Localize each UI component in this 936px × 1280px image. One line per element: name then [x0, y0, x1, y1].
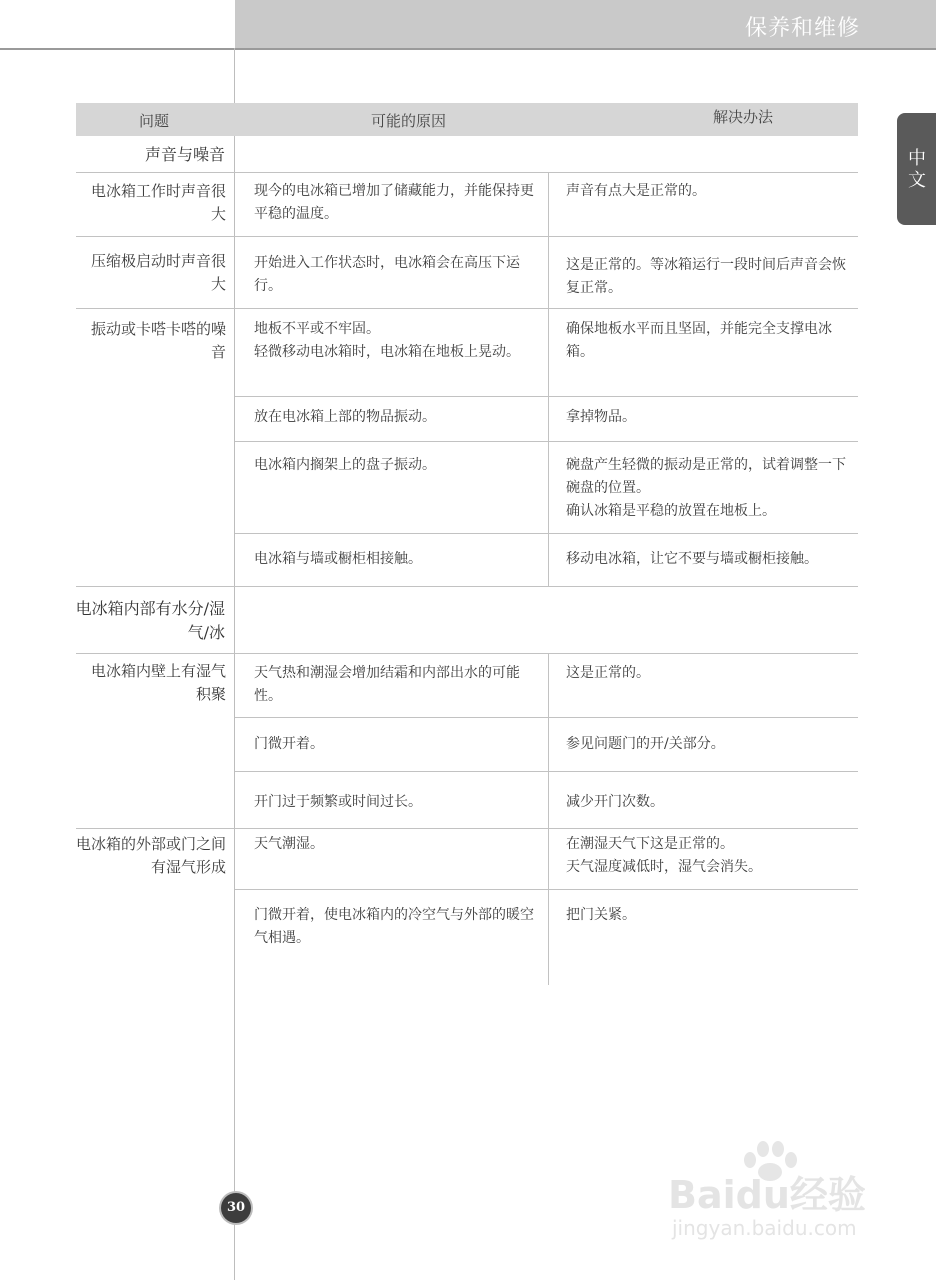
- column-divider: [548, 308, 549, 586]
- cause-text: 门微开着。: [254, 736, 324, 752]
- row-divider: [235, 889, 858, 890]
- page-title: 保养和维修: [744, 16, 860, 41]
- row-divider: [235, 771, 858, 772]
- cause-text: 放在电冰箱上部的物品振动。: [254, 409, 436, 425]
- row-divider: [76, 653, 858, 654]
- row-divider: [76, 828, 858, 829]
- problem-text: 电冰箱内壁上有湿气积聚: [90, 662, 226, 703]
- column-divider: [548, 653, 549, 985]
- header-problem: 问题: [139, 112, 170, 130]
- solution-text: 参见问题门的开/关部分。: [566, 736, 725, 752]
- solution-text: 在潮湿天气下这是正常的。 天气湿度减低时，湿气会消失。: [566, 836, 762, 875]
- solution-text: 这是正常的。等冰箱运行一段时间后声音会恢复正常。: [566, 257, 846, 296]
- row-divider: [235, 396, 858, 397]
- cause-text: 天气热和潮湿会增加结霜和内部出水的可能性。: [254, 665, 520, 704]
- cause-text: 地板不平或不牢固。 轻微移动电冰箱时，电冰箱在地板上晃动。: [254, 321, 520, 360]
- cause-text: 门微开着，使电冰箱内的冷空气与外部的暖空气相遇。: [254, 907, 534, 946]
- page-number: 30: [221, 1193, 251, 1223]
- problem-text: 振动或卡嗒卡嗒的噪音: [90, 320, 226, 361]
- row-divider: [235, 441, 858, 442]
- section-title: 声音与噪音: [144, 145, 225, 164]
- watermark-url: jingyan.baidu.com: [672, 1216, 857, 1240]
- solution-text: 减少开门次数。: [566, 794, 664, 810]
- solution-text: 声音有点大是正常的。: [566, 183, 706, 199]
- cause-text: 开门过于频繁或时间过长。: [254, 794, 422, 810]
- header-rule: [0, 48, 936, 50]
- solution-text: 把门关紧。: [566, 907, 636, 923]
- header-cause: 可能的原因: [371, 112, 447, 130]
- problem-text: 电冰箱工作时声音很大: [90, 182, 226, 223]
- solution-text: 碗盘产生轻微的振动是正常的，试着调整一下碗盘的位置。 确认冰箱是平稳的放置在地板上。: [566, 457, 846, 519]
- column-divider: [548, 172, 549, 236]
- column-divider: [548, 236, 549, 308]
- row-divider: [76, 236, 858, 237]
- row-divider: [76, 172, 858, 173]
- language-tab-label: 中文: [908, 148, 926, 191]
- problem-text: 电冰箱的外部或门之间有湿气形成: [75, 835, 226, 876]
- row-divider: [76, 308, 858, 309]
- row-divider: [235, 533, 858, 534]
- cause-text: 现今的电冰箱已增加了储藏能力，并能保持更平稳的温度。: [254, 183, 534, 222]
- row-divider: [235, 717, 858, 718]
- solution-text: 移动电冰箱，让它不要与墙或橱柜接触。: [566, 551, 818, 567]
- cause-text: 开始进入工作状态时，电冰箱会在高压下运行。: [254, 255, 520, 294]
- solution-text: 这是正常的。: [566, 665, 650, 681]
- cause-text: 电冰箱内搁架上的盘子振动。: [254, 457, 436, 473]
- header-solution: 解决办法: [713, 108, 774, 126]
- section-title: 电冰箱内部有水分/湿气/冰: [75, 599, 225, 642]
- solution-text: 拿掉物品。: [566, 409, 636, 425]
- watermark-logo: Baidu经验: [668, 1173, 866, 1217]
- cause-text: 电冰箱与墙或橱柜相接触。: [254, 551, 422, 567]
- margin-divider: [234, 48, 235, 1280]
- cause-text: 天气潮湿。: [254, 836, 324, 852]
- row-divider: [76, 586, 858, 587]
- watermark: [668, 1140, 888, 1250]
- problem-text: 压缩极启动时声音很大: [90, 252, 226, 293]
- solution-text: 确保地板水平而且坚固，并能完全支撑电冰箱。: [566, 321, 832, 360]
